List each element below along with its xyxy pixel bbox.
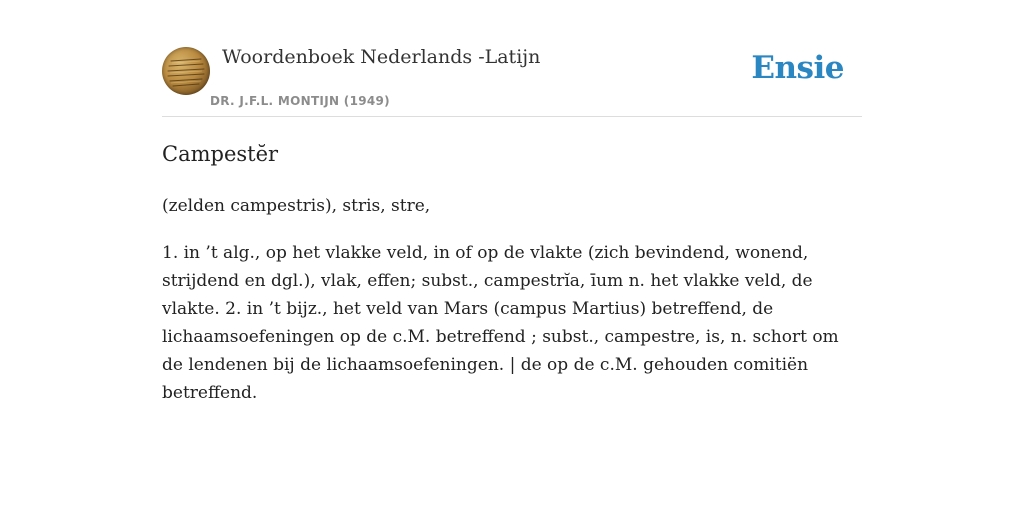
entry-grammar-note: (zelden campestris), stris, stre, [162, 196, 431, 216]
ensie-logo[interactable]: Ensie [751, 50, 844, 86]
dictionary-entry [162, 136, 862, 407]
book-title[interactable]: Woordenboek Nederlands -Latijn [222, 46, 541, 68]
page-header [162, 44, 862, 117]
entry-title: Campestĕr [162, 142, 279, 166]
entry-definition: 1. in ’t alg., op het vlakke veld, in of op de vlakte (zich bevindend, wonend, strijdend en dgl.), vlak, effen; subst., campestrĭa, īum n. het vlakke veld, de vlakte. 2. in ’t bijz., het veld van Mars (campus Martius) betreffend, de lichaamsoefeningen op de c.M. betreffend ; subst., campestre, is, n. schort om de lendenen bij de lichaamsoefeningen. | de op de c.M. gehouden comitiën betreffend. [162, 243, 839, 403]
book-author: DR. J.F.L. MONTIJN (1949) [210, 94, 390, 108]
coin-book-icon[interactable] [162, 47, 210, 95]
